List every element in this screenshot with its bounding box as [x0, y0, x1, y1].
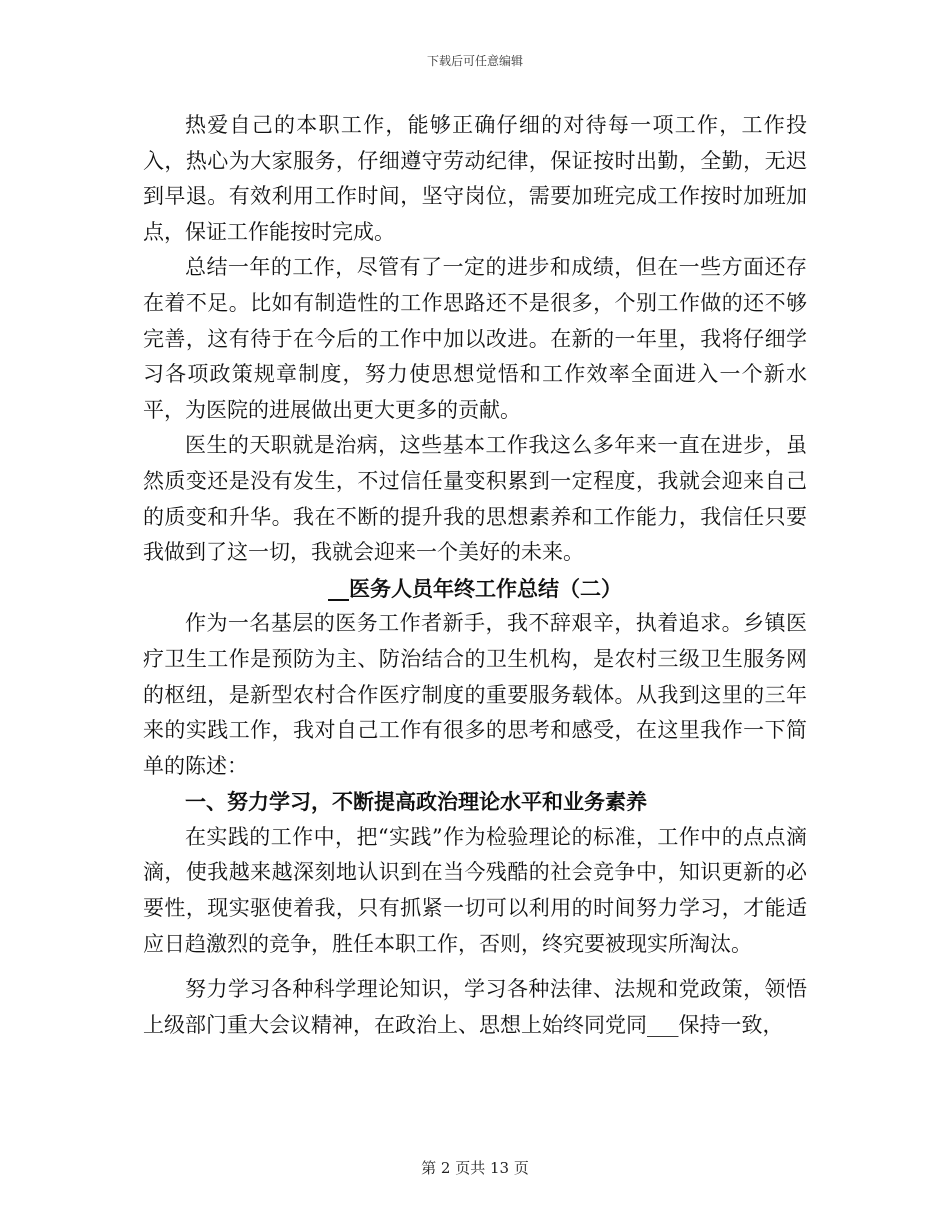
section-title: __医务人员年终工作总结（二）	[328, 575, 622, 601]
paragraph-work-attitude: 热爱自己的本职工作，能够正确仔细的对待每一项工作，工作投入，热心为大家服务，仔细遵守劳动纪律，保证按时出勤，全勤，无迟到早退。有效利用工作时间，坚守岗位，需要加班完成工作按时加班加点，保证工作能按时完成。	[143, 113, 807, 244]
paragraph-introduction: 作为一名基层的医务工作者新手，我不辞艰辛，执着追求。乡镇医疗卫生工作是预防为主、防治结合的卫生机构，是农村三级卫生服务网的枢纽，是新型农村合作医疗制度的重要服务载体。从我到这里的三年来的实践工作，我对自己工作有很多的思考和感受，在这里我作一下简单的陈述：	[143, 611, 807, 778]
page-header: 下载后可任意编辑	[426, 54, 523, 68]
page-number: 第 2 页共 13 页	[421, 1159, 529, 1177]
paragraph-study: 努力学习各种科学理论知识，学习各种法律、法规和党政策，领悟上级部门重大会议精神，在政治上、思想上始终同党同___保持一致，	[143, 977, 807, 1037]
subsection-title: 一、努力学习，不断提高政治理论水平和业务素养	[185, 789, 647, 815]
paragraph-practice: 在实践的工作中，把“实践”作为检验理论的标准，工作中的点点滴滴，使我越来越深刻地认识到在当今残酷的社会竞争中，知识更新的必要性，现实驱使着我，只有抓紧一切可以利用的时间努力学习，才能适应日趋激烈的竞争，胜任本职工作，否则，终究要被现实所淘汰。	[143, 824, 807, 956]
document-body	[143, 108, 807, 1043]
paragraph-doctor-duty: 医生的天职就是治病，这些基本工作我这么多年来一直在进步，虽然质变还是没有发生，不过信任量变积累到一定程度，我就会迎来自己的质变和升华。我在不断的提升我的思想素养和工作能力，我信任只要我做到了这一切，我就会迎来一个美好的未来。	[143, 433, 807, 565]
paragraph-year-summary: 总结一年的工作，尽管有了一定的进步和成绩，但在一些方面还存在着不足。比如有制造性的工作思路还不是很多，个别工作做的还不够完善，这有待于在今后的工作中加以改进。在新的一年里，我将仔细学习各项政策规章制度，努力使思想觉悟和工作效率全面进入一个新水平，为医院的进展做出更大更多的贡献。	[143, 255, 807, 422]
